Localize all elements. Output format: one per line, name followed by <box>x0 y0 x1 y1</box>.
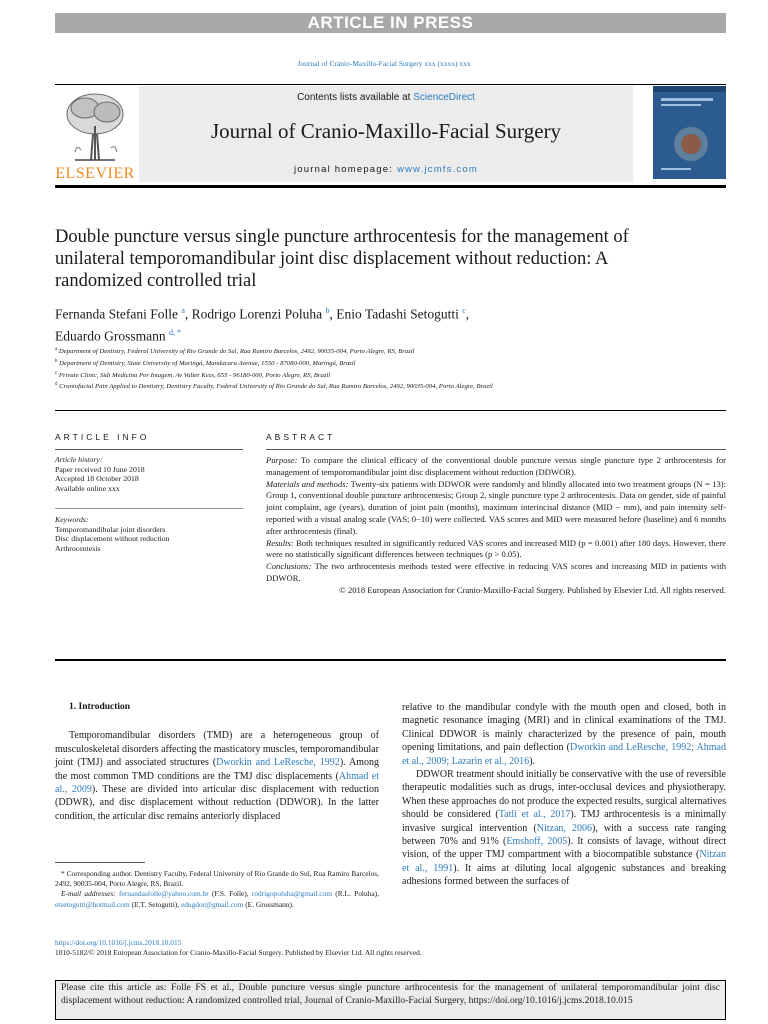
email-link[interactable]: fernandasfolle@yahoo.com.br <box>119 889 209 899</box>
affiliation-item: $^b$ Department of Dentistry, State University of Maringá, Mandacaru Avenue, 1550 - 87080-000, Maringá, Brazil <box>55 358 356 368</box>
history-item: Paper received 10 June 2018 <box>55 464 145 474</box>
article-info-rule <box>55 449 243 450</box>
body-column-right <box>402 701 726 889</box>
affiliation-item: $^c$ Private Clinic, Sidi Medicina Por Imagem, Av Valter Kess, 655 - 96180-000, Porto Alegre, RS, Brazil <box>55 370 331 379</box>
citation-link[interactable]: Dworkin and LeResche, 1992 <box>216 757 340 769</box>
abstract-body <box>266 455 726 597</box>
sciencedirect-link[interactable]: ScienceDirect <box>413 92 475 103</box>
history-item: Accepted 18 October 2018 <box>55 474 139 484</box>
author-affiliation-marker[interactable]: b <box>325 306 330 315</box>
citation-link[interactable]: Nitzan, 2006 <box>536 822 592 834</box>
article-history <box>55 455 243 493</box>
email-link[interactable]: edugdor@gmail.com <box>180 899 244 909</box>
elsevier-wordmark: ELSEVIER <box>55 165 135 182</box>
abstract-heading: ABSTRACT <box>266 432 336 442</box>
journal-masthead <box>139 86 633 182</box>
affiliations-rule <box>55 410 726 411</box>
citation-link[interactable]: Dworkin and LeResche, 1992; Ahmad et al., 2009; Lazarin et al., 2016 <box>402 742 726 767</box>
footnote-rule <box>55 862 145 863</box>
email-link[interactable]: rodrigopoluha@gmail.com <box>251 889 332 899</box>
author-affiliation-marker[interactable]: c <box>462 306 466 315</box>
article-info-heading: ARTICLE INFO <box>55 432 150 442</box>
citation-link[interactable]: Emshoff, 2005 <box>506 836 568 848</box>
author-name: Fernanda Stefani Folle <box>55 306 178 322</box>
citation-link[interactable]: Tatli et al., 2017 <box>498 809 571 821</box>
citation-link[interactable]: Ahmad et al., 2009 <box>55 770 380 796</box>
author-name: Rodrigo Lorenzi Poluha <box>191 306 323 322</box>
issn-copyright-line: 1010-5182/© 2018 European Association for Cranio-Maxillo-Facial Surgery. Published by Elsevier Ltd. All rights reserved. <box>55 948 422 958</box>
email-addresses: E-mail addresses: fernandasfolle@yahoo.com.br (F.S. Folle), rodrigopoluha@gmail.com (R.L. Poluha), etsetogutti@hotmail.com (E.T. Setogutti), edugdor@gmail.com (E. Grossmann). <box>55 889 379 909</box>
keywords <box>55 515 243 553</box>
section-heading-introduction: 1. Introduction <box>69 702 131 712</box>
abstract-copyright: © 2018 European Association for Cranio-Maxillo-Facial Surgery. Published by Elsevier Ltd. All rights reserved. <box>339 584 726 595</box>
body-paragraph: Temporomandibular disorders (TMD) are a heterogeneous group of musculoskeletal disorders affecting the masticatory muscles, temporomandibular joint (TMJ) and associated structures (Dworkin and LeResche, 1992). Among the most common TMD conditions are the TMJ disc displacements (Ahmad et al., 2009). These are divided into articular disc displacement with reduction (DDWR), and disc displacement without reduction (DDWOR). In the latter condition, the articular disc remains anteriorly displaced <box>55 730 380 822</box>
keyword-item: Disc displacement without reduction <box>55 534 170 544</box>
homepage-link[interactable]: www.jcmfs.com <box>396 164 478 175</box>
citation-box: Please cite this article as: Folle FS et al., Double puncture versus single puncture arthrocentesis for the management of unilateral temporomandibular joint disc displacement without reduction: A randomized controlled trial, Journal of Cranio-Maxillo-Facial Surgery, https://doi.org/10.1016/j.jcms.2018.10.015 <box>55 980 726 1020</box>
abstract-bottom-rule <box>55 659 726 661</box>
email-link[interactable]: etsetogutti@hotmail.com <box>55 899 130 909</box>
abstract-rule <box>266 449 726 450</box>
keywords-rule <box>55 508 243 509</box>
author-affiliation-marker[interactable]: d, * <box>168 327 181 337</box>
journal-title: Journal of Cranio-Maxillo-Facial Surgery <box>210 119 562 143</box>
abstract-methods: Materials and methods: Twenty-six patients with DDWOR were randomly and blindly allocated into two treatment groups (N = 13): Group 1, conventional double puncture arthrocentesis; Group 2, single puncture type 2 arthrocentesis. Data on gender, side of painful joint complaint, age (years), duration of joint pain (months), maximum interincisal distance (MID − mm), and pain intensity self-reported with a visual analog scale (VAS; 0−10) were collected. VAS scores and MID were measured before (baseline) and 6 months after arthrocentesis (final). <box>266 478 726 536</box>
author-list: Fernanda Stefani Folle $^a$, Rodrigo Lorenzi Poluha $^b$, Enio Tadashi Setogutti $^c$, Eduardo Grossmann $^{d, *}$ <box>55 306 470 343</box>
header-top-rule <box>55 84 726 85</box>
doi-footer <box>55 938 726 959</box>
abstract-conclusions: Conclusions: The two arthrocentesis methods tested were effective in reducing VAS scores and increasing MID in patients with DDWOR. <box>266 561 726 583</box>
article-in-press-banner: ARTICLE IN PRESS <box>55 13 726 33</box>
article-title: Double puncture versus single puncture arthrocentesis for the management of unilateral temporomandibular joint disc displacement without reduction: A randomized controlled trial <box>55 227 629 291</box>
keywords-label: Keywords: <box>55 515 89 524</box>
affiliations <box>55 345 675 392</box>
journal-homepage: journal homepage: www.jcmfs.com <box>294 164 478 175</box>
keyword-item: Temporomandibular joint disorders <box>55 524 166 534</box>
footnote <box>55 869 379 910</box>
contents-line: Contents lists available at ScienceDirect <box>297 92 475 103</box>
affiliation-item: $^a$ Department of Dentistry, Federal University of Rio Grande do Sul, Rua Ramiro Barcelos, 2492, 90035-004, Porto Alegre, RS, Brazil <box>55 347 415 356</box>
header-bottom-rule <box>55 185 726 188</box>
corresponding-author-note: * Corresponding author. Dentistry Faculty, Federal University of Rio Grande do Sul, Rua Ramiro Barcelos, 2492, 90035-004, Porto Alegre, RS, Brazil. <box>55 869 379 889</box>
body-paragraph: DDWOR treatment should initially be conservative with the use of reversible therapeutic modalities such as drugs, inter-occlusal devices and physiotherapy. When these approaches do not produce the expected results, surgical alternatives should be considered (Tatli et al., 2017). TMJ arthrocentesis is a minimally invasive surgical intervention (Nitzan, 2006), with a success rate ranging between 70% and 91% (Emshoff, 2005). It consists of lavage, without direct vision, of the upper TMJ compartment with a biocompatible substance (Nitzan et al., 1991). It aims at diluting local algogenic substances and breaking adhesions formed between the surfaces of <box>402 769 727 888</box>
author-affiliation-marker[interactable]: a <box>181 306 185 315</box>
body-column-left <box>55 701 379 823</box>
keyword-item: Arthrocentesis <box>55 543 101 553</box>
author-name: Enio Tadashi Setogutti <box>336 306 459 322</box>
history-item: Available online xxx <box>55 483 120 493</box>
abstract-purpose: Purpose: To compare the clinical efficacy of the conventional double puncture versus single puncture type 2 arthrocentesis for management of temporomandibular joint disc displacement without reduction (DDWOR). <box>266 455 726 477</box>
doi-link[interactable]: https://doi.org/10.1016/j.jcms.2018.10.015 <box>55 938 182 947</box>
affiliation-item: $^d$ Craniofacial Pain Applied to Dentistry, Dentistry Faculty, Federal University of Rio Grande do Sul, Rua Ramiro Barcelos, 2492, 90035-004, Porto Alegre, Brazil <box>55 382 493 391</box>
history-label: Article history: <box>55 455 103 464</box>
body-paragraph: relative to the mandibular condyle with the mouth open and closed, both in magnetic resonance imaging (MRI) and in clinical examinations of the TMJ. Clinical DDWOR is mainly characterized by the presence of pain, mouth opening limitations, and pain deflection (Dworkin and LeResche, 1992; Ahmad et al., 2009; Lazarin et al., 2016). <box>402 702 726 767</box>
author-name: Eduardo Grossmann <box>55 328 166 343</box>
citation-link[interactable]: Nitzan et al., 1991 <box>402 849 726 874</box>
abstract-results: Results: Both techniques resulted in significantly reduced VAS scores and increased MID (p = 0.001) after 180 days. However, there were no statistically significant differences between techniques (p > 0.05). <box>266 537 726 560</box>
journal-reference-link[interactable]: Journal of Cranio-Maxillo-Facial Surgery xxx (xxxx) xxx <box>297 59 471 68</box>
journal-cover-image <box>653 86 726 179</box>
